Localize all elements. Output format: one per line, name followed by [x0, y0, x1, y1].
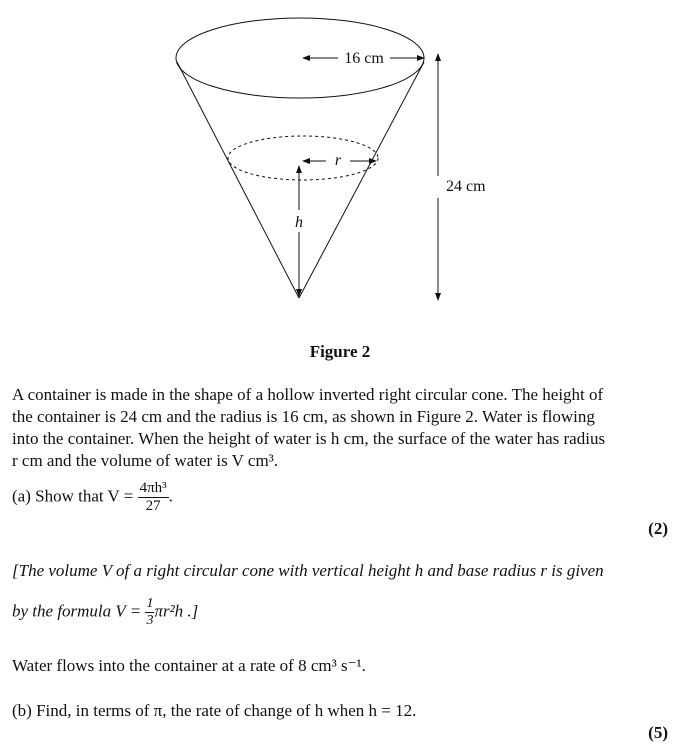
intro-line-4: r cm and the volume of water is V cm³.: [12, 451, 279, 470]
part-a-fraction: [138, 480, 169, 515]
hint-line-1: [The volume V of a right circular cone with vertical height h and base radius r is given: [12, 561, 604, 580]
diameter-label: 16 cm: [344, 50, 384, 67]
intro-paragraph: [12, 384, 672, 472]
cone-figure: [0, 0, 680, 320]
part-b-text: (b) Find, in terms of π, the rate of change of h when h = 12.: [12, 701, 417, 720]
part-a-suffix: .: [168, 486, 173, 506]
figure-caption: Figure 2: [309, 342, 371, 361]
height-label: 24 cm: [446, 178, 486, 195]
part-a-numerator: 4πh³: [139, 480, 167, 496]
part-a: [12, 480, 672, 515]
intro-line-1: A container is made in the shape of a hollow inverted right circular cone. The height of: [12, 385, 604, 404]
part-b-marks: (5): [648, 723, 668, 742]
radius-label: r: [334, 152, 342, 169]
water-surface-ellipse: [228, 136, 378, 180]
hint-suffix: πr²h .]: [154, 601, 199, 621]
intro-line-2: the container is 24 cm and the radius is 16 cm, as shown in Figure 2. Water is flowing: [12, 407, 595, 426]
cone-top-ellipse: [176, 18, 424, 98]
flow-rate-text: Water flows into the container at a rate of 8 cm³ s⁻¹.: [12, 656, 366, 675]
intro-line-3: into the container. When the height of water is h cm, the surface of the water has radius: [12, 429, 606, 448]
part-a-prefix: (a) Show that V =: [12, 486, 134, 506]
part-a-marks: (2): [648, 519, 668, 538]
part-a-denominator: 27: [145, 498, 161, 514]
water-height-label: h: [295, 214, 303, 231]
hint-prefix: by the formula V =: [12, 601, 142, 621]
hint-line-2: [12, 596, 672, 629]
hint-frac-numerator: 1: [146, 596, 154, 611]
hint-frac-denominator: 3: [146, 613, 154, 628]
